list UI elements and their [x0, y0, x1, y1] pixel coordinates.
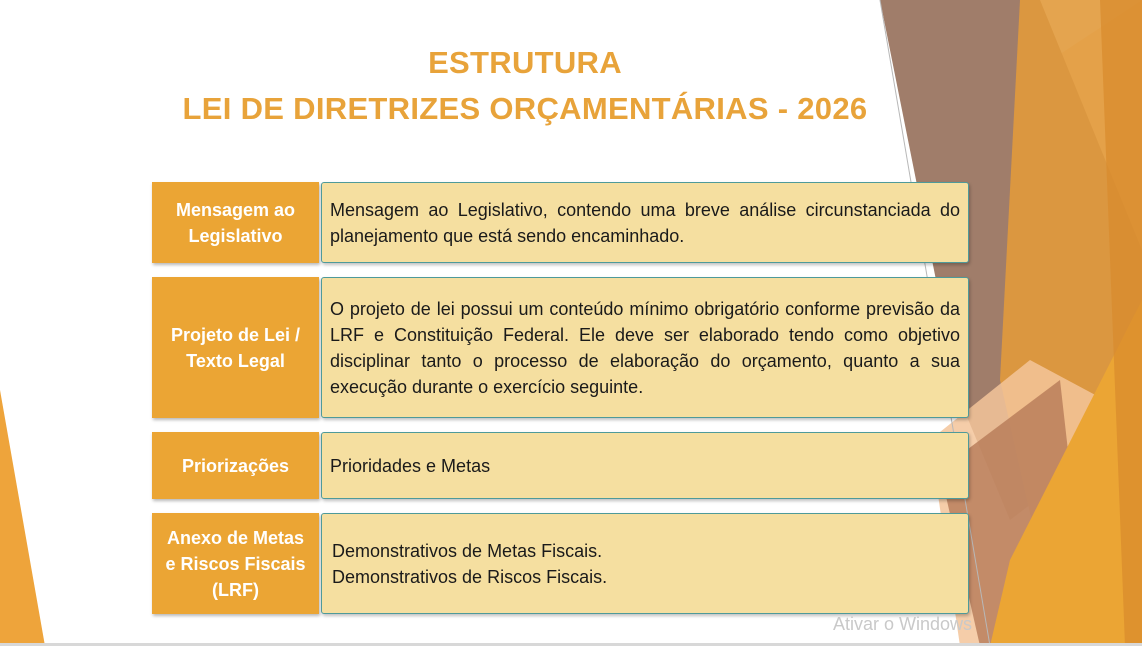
row-anexo-metas	[152, 513, 970, 614]
row-description-box	[321, 182, 969, 263]
title-line-1: ESTRUTURA	[428, 45, 622, 80]
row-description-box	[321, 277, 969, 418]
row-projeto-de-lei	[152, 277, 970, 418]
row-label: Mensagem ao Legislativo	[152, 182, 319, 263]
left-orange-facet	[0, 390, 45, 646]
row-label: Priorizações	[152, 432, 319, 499]
slide-title	[150, 40, 900, 132]
row-label: Projeto de Lei / Texto Legal	[152, 277, 319, 418]
windows-activation-watermark: Ativar o Windows	[833, 614, 973, 634]
row-description-line: Demonstrativos de Riscos Fiscais.	[332, 566, 608, 587]
row-description: O projeto de lei possui um conteúdo mínimo obrigatório conforme previsão da LRF e Constituição Federal. Ele deve ser elaborado tendo como objetivo disciplinar tanto o processo de elaboração do orçamento, quanto a sua execução durante o exercício seguinte.	[330, 298, 960, 397]
row-description-box	[321, 432, 969, 499]
title-line-2: LEI DE DIRETRIZES ORÇAMENTÁRIAS - 2026	[182, 91, 868, 126]
row-description: Mensagem ao Legislativo, contendo uma breve análise circunstanciada do planejamento que está sendo encaminhado.	[330, 199, 960, 246]
row-mensagem	[152, 182, 970, 263]
row-priorizacoes	[152, 432, 970, 499]
row-description-line: Demonstrativos de Metas Fiscais.	[332, 540, 603, 561]
row-description: Prioridades e Metas	[330, 455, 491, 476]
row-label: Anexo de Metas e Riscos Fiscais (LRF)	[152, 513, 319, 614]
row-description-box	[321, 513, 969, 614]
